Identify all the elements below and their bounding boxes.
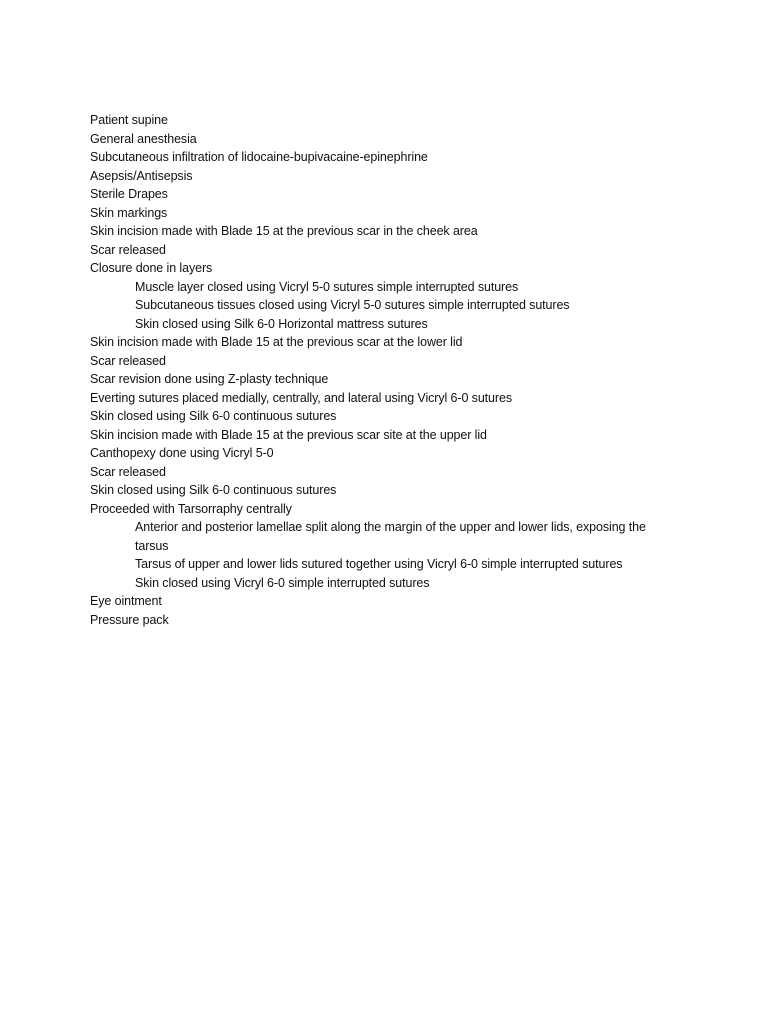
procedure-step: Everting sutures placed medially, centrally, and lateral using Vicryl 6-0 sutures — [90, 390, 512, 405]
procedure-step: Skin incision made with Blade 15 at the previous scar site at the upper lid — [90, 427, 487, 442]
procedure-step: Scar released — [90, 464, 166, 479]
procedure-step: Scar released — [90, 242, 166, 257]
procedure-substep: Muscle layer closed using Vicryl 5-0 sutures simple interrupted sutures — [135, 279, 519, 294]
procedure-step: Pressure pack — [90, 612, 169, 627]
procedure-step: Eye ointment — [90, 594, 162, 608]
procedure-step: Subcutaneous infiltration of lidocaine-bupivacaine-epinephrine — [90, 150, 428, 164]
procedure-substep: Tarsus of upper and lower lids sutured together using Vicryl 6-0 simple interrupted sutures — [135, 557, 623, 571]
procedure-step: Scar revision done using Z-plasty technique — [90, 372, 329, 386]
procedure-step: Asepsis/Antisepsis — [90, 168, 193, 183]
procedure-step: Skin closed using Silk 6-0 continuous sutures — [90, 409, 337, 423]
procedure-step: Patient supine — [90, 113, 168, 127]
procedure-step: Skin closed using Silk 6-0 continuous sutures — [90, 483, 337, 497]
procedure-step: Canthopexy done using Vicryl 5-0 — [90, 446, 274, 460]
procedure-substep: Subcutaneous tissues closed using Vicryl 5-0 sutures simple interrupted sutures — [135, 298, 570, 312]
procedure-step: Scar released — [90, 353, 166, 368]
procedure-step: Closure done in layers — [90, 261, 213, 275]
procedure-step: Skin markings — [90, 205, 168, 220]
procedure-substep: Anterior and posterior lamellae split along the margin of the upper and lower lids, exposing the tarsus — [135, 520, 646, 553]
procedure-step: Skin incision made with Blade 15 at the previous scar at the lower lid — [90, 335, 463, 349]
procedure-step: Skin incision made with Blade 15 at the previous scar in the cheek area — [90, 224, 478, 238]
procedure-step: Sterile Drapes — [90, 187, 168, 201]
procedure-substep: Skin closed using Silk 6-0 Horizontal mattress sutures — [135, 316, 428, 331]
procedure-step: General anesthesia — [90, 131, 197, 146]
procedure-steps-list — [90, 111, 690, 629]
procedure-substep: Skin closed using Vicryl 6-0 simple interrupted sutures — [135, 575, 430, 590]
procedure-step: Proceeded with Tarsorraphy centrally — [90, 501, 292, 516]
